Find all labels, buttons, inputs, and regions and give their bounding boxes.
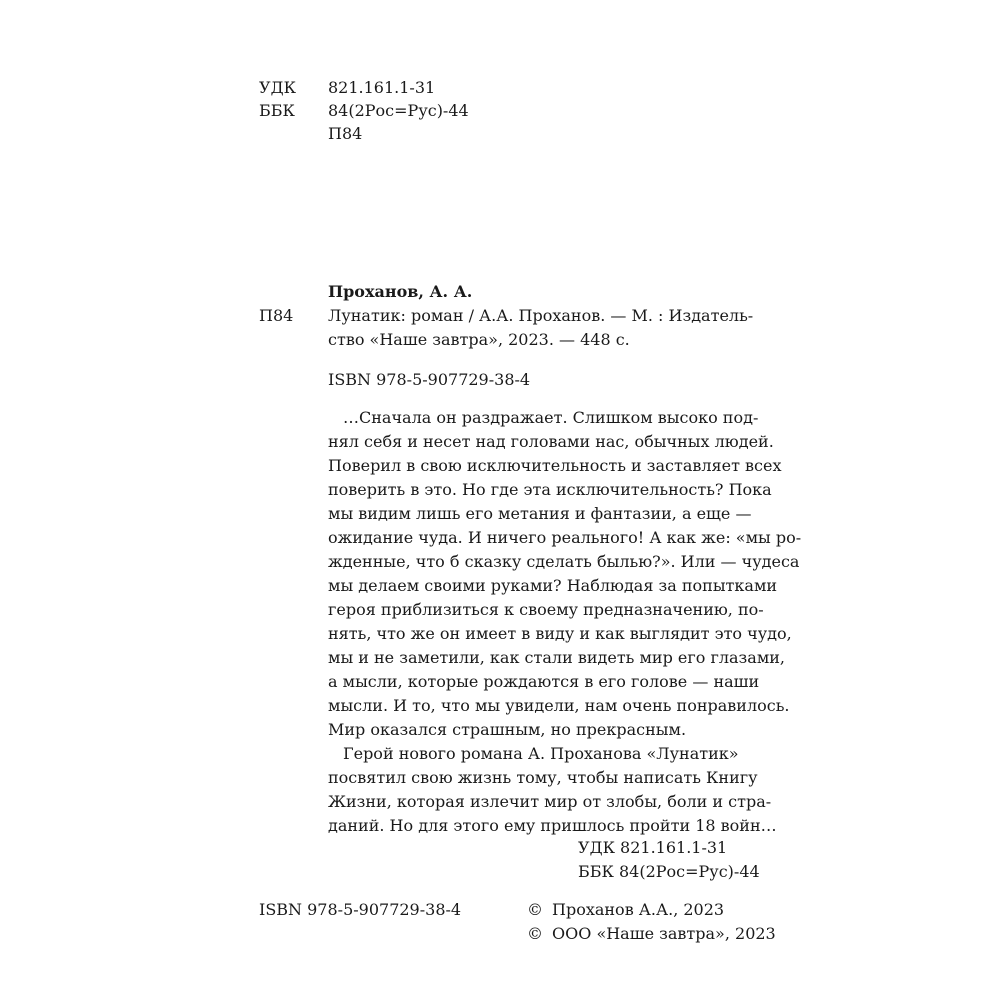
entry-description-line: ство «Наше завтра», 2023. — 448 с. <box>328 330 630 349</box>
bottom-udk: УДК 821.161.1-31 <box>578 838 728 857</box>
annotation-line: даний. Но для этого ему пришлось пройти 18 войн… <box>328 816 777 835</box>
annotation-line: нял себя и несет над головами нас, обычных людей. <box>328 432 774 451</box>
annotation-line: Поверил в свою исключительность и заставляет всех <box>328 456 782 475</box>
annotation-line: мы и не заметили, как стали видеть мир его глазами, <box>328 648 786 667</box>
annotation-line: а мысли, которые рождаются в его голове — наши <box>328 672 760 691</box>
copyright-symbol: © <box>527 900 543 919</box>
entry-isbn: ISBN 978-5-907729-38-4 <box>328 370 531 389</box>
annotation-line: поверить в это. Но где эта исключительность? Пока <box>328 480 772 499</box>
annotation-line: героя приблизиться к своему предназначению, по- <box>328 600 764 619</box>
entry-author: Проханов, А. А. <box>328 282 473 301</box>
annotation-line: нять, что же он имеет в виду и как выглядит это чудо, <box>328 624 792 643</box>
annotation-line: Мир оказался страшным, но прекрасным. <box>328 720 687 739</box>
annotation-line: …Сначала он раздражает. Слишком высоко под- <box>343 408 759 427</box>
bbk-label: ББК <box>259 101 295 120</box>
bottom-bbk: ББК 84(2Рос=Рус)-44 <box>578 862 760 881</box>
udk-label: УДК <box>259 78 296 97</box>
bbk-value: 84(2Рос=Рус)-44 <box>328 101 469 120</box>
annotation-line: посвятил свою жизнь тому, чтобы написать Книгу <box>328 768 758 787</box>
annotation-line: ожидание чуда. И ничего реального! А как же: «мы ро- <box>328 528 802 547</box>
annotation-line: мысли. И то, что мы увидели, нам очень понравилось. <box>328 696 790 715</box>
annotation-line: Жизни, которая излечит мир от злобы, боли и стра- <box>328 792 772 811</box>
annotation-line: Герой нового романа А. Проханова «Лунатик» <box>343 744 739 763</box>
footer-isbn: ISBN 978-5-907729-38-4 <box>259 900 462 919</box>
top-author-mark: П84 <box>328 124 363 143</box>
copyright-symbol: © <box>527 924 543 943</box>
copyright-author: Проханов А.А., 2023 <box>552 900 725 919</box>
annotation-line: жденные, что б сказку сделать былью?». Или — чудеса <box>328 552 800 571</box>
entry-description-line: Лунатик: роман / А.А. Проханов. — М. : Издатель- <box>328 306 754 325</box>
copyright-publisher: ООО «Наше завтра», 2023 <box>552 924 776 943</box>
entry-author-mark: П84 <box>259 306 294 325</box>
annotation-line: мы делаем своими руками? Наблюдая за попытками <box>328 576 778 595</box>
udk-value: 821.161.1-31 <box>328 78 436 97</box>
annotation-line: мы видим лишь его метания и фантазии, а еще — <box>328 504 752 523</box>
